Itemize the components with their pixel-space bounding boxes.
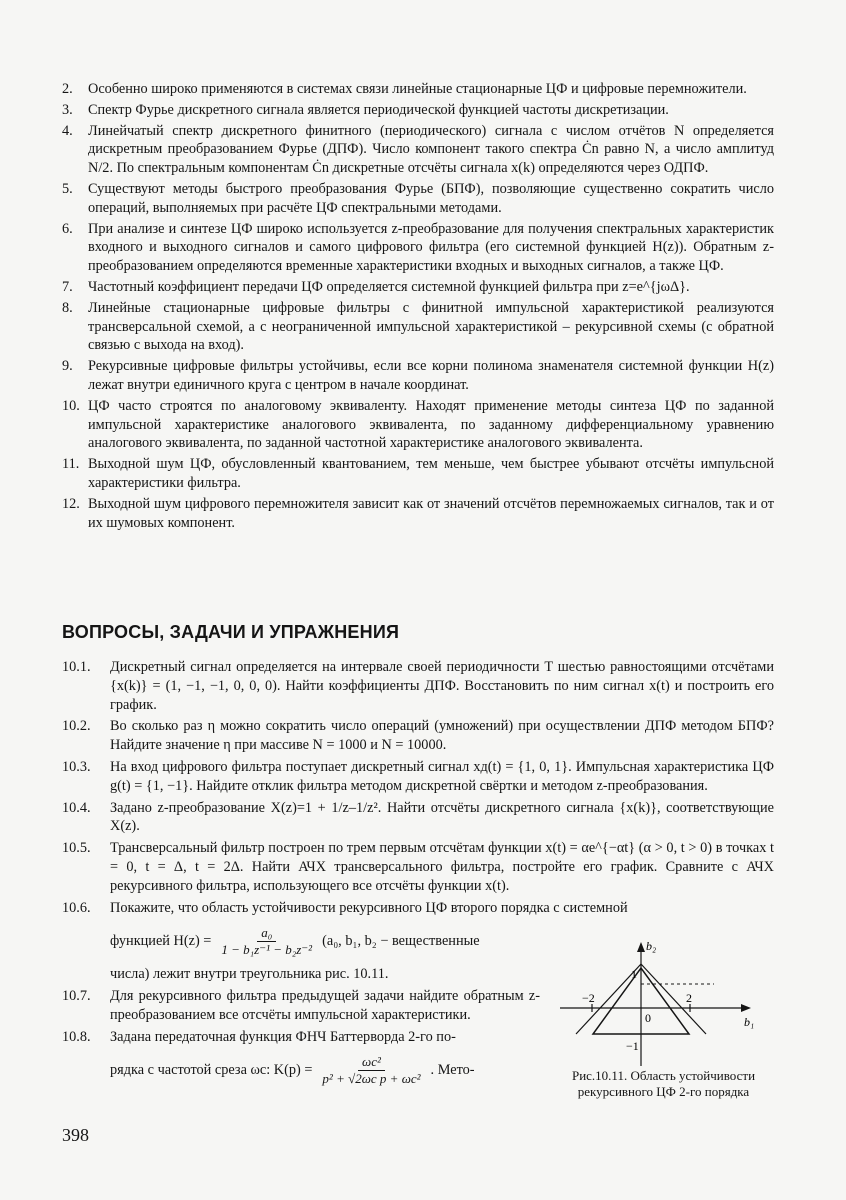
tick-label: −1 xyxy=(626,1039,639,1053)
item-number: 12. xyxy=(62,495,80,512)
list-item xyxy=(62,357,774,395)
formula-line xyxy=(110,1047,540,1095)
item-number: 7. xyxy=(62,278,73,295)
fraction-denominator: p² + √2ωc p + ωc² xyxy=(322,1071,421,1087)
list-item xyxy=(62,455,774,493)
list-item xyxy=(62,220,774,276)
item-text: Линейчатый спектр дискретного финитного (периодического) сигнала с числом отчётов N определяется дискретным преобразованием Фурье (ДПФ). Число компонент такого спектра Ċn равно N, а число амплитуд N/2. По спектральным компонентам Ċn дискретные отсчёты сигнала x(k) определяются через ОДПФ. xyxy=(88,122,774,177)
item-text: При анализе и синтезе ЦФ широко используется z-преобразование для получения спектральных характеристик входного и выходного сигналов и самого цифрового фильтра (его системной функцией H(z)). Обратным z-преобразованием определяются временные характеристики входных и выходных сигналов, а также ЦФ. xyxy=(88,220,774,275)
item-number: 4. xyxy=(62,122,73,139)
system-function-fraction xyxy=(217,925,316,958)
formula-suffix: . Мето- xyxy=(430,1062,475,1079)
exercise-text: Задано z-преобразование X(z)=1 + 1/z–1/z². Найти отсчёты дискретного сигнала {x(k)}, соответствующие X(z). xyxy=(110,799,774,835)
item-number: 3. xyxy=(62,101,73,118)
item-text: Частотный коэффициент передачи ЦФ определяется системной функцией фильтра при z=e^{jωΔ}. xyxy=(88,278,690,295)
item-text: Выходной шум цифрового перемножителя зависит как от значений отсчётов перемножаемых сигналов, так и от их шумовых компонент. xyxy=(88,495,774,531)
formula-suffix: (a₀, b₁, b₂ − вещественные xyxy=(322,932,480,949)
formula-prefix: рядка с частотой среза ωc: K(p) = xyxy=(110,1062,313,1079)
item-number: 6. xyxy=(62,220,73,237)
exercise-text: числа) лежит внутри треугольника рис. 10.11. xyxy=(110,966,389,983)
exercise-text: Дискретный сигнал определяется на интервале своей периодичности T шестью равностоящими отсчётами {x(k)} = (1, −1, −1, 0, 0, 0). Найти коэффициенты ДПФ. Восстановить по ним сигнал x(t) и построить его график. xyxy=(110,659,774,713)
b1-arrow-icon xyxy=(741,1004,751,1012)
page-number: 398 xyxy=(62,1125,89,1145)
exercise-item xyxy=(62,658,774,714)
exercise-item xyxy=(62,1028,540,1095)
exercise-text: Задана передаточная функция ФНЧ Баттерворда 2-го по- xyxy=(110,1028,456,1045)
item-text: Особенно широко применяются в системах связи линейные стационарные ЦФ и цифровые перемножители. xyxy=(88,81,747,97)
item-text: ЦФ часто строятся по аналоговому эквиваленту. Находят применение методы синтеза ЦФ по заданной импульсной характеристике аналогового эквивалента, по заданному дифференциальному уравнению аналогового эквивалента, по заданной частотной характеристике аналогового эквивалента. xyxy=(88,397,774,452)
item-number: 5. xyxy=(62,180,73,197)
fraction-denominator: 1 − b₁z⁻¹ − b₂z⁻² xyxy=(221,941,313,957)
tick-label: 1 xyxy=(631,967,637,981)
section-heading: ВОПРОСЫ, ЗАДАЧИ И УПРАЖНЕНИЯ xyxy=(62,622,400,642)
item-text: Выходной шум ЦФ, обусловленный квантованием, тем меньше, чем быстрее убывают отсчёты импульсной характеристики фильтра. xyxy=(88,456,774,491)
exercise-number: 10.2. xyxy=(62,718,91,735)
exercise-number: 10.4. xyxy=(62,799,91,816)
formula-prefix: функцией H(z) = xyxy=(110,932,212,949)
axis-label-b2: b₂ xyxy=(646,939,657,953)
fraction-numerator: ωc² xyxy=(358,1054,385,1071)
exercise-number: 10.8. xyxy=(62,1028,91,1045)
item-number: 11. xyxy=(62,456,80,473)
exercise-item xyxy=(62,839,774,895)
list-item xyxy=(62,180,774,218)
exercise-number: 10.7. xyxy=(62,988,91,1005)
item-text: Линейные стационарные цифровые фильтры с финитной импульсной характеристикой реализуются трансверсальной схемой, а с неограниченной импульсной характеристикой – рекурсивной схемы (с обратной связью с выхода на вход). xyxy=(88,299,774,354)
axis-label-b1: b₁ xyxy=(744,1015,755,1029)
transfer-function-fraction xyxy=(318,1054,424,1087)
item-text: Рекурсивные цифровые фильтры устойчивы, если все корни полинома знаменателя системной функции H(z) лежат внутри единичного круга с центром в начале координат. xyxy=(88,358,774,393)
item-number: 2. xyxy=(62,81,73,97)
exercise-text: Во сколько раз η можно сократить число операций (умножений) при осуществлении ДПФ методом БПФ? Найдите значение η при массиве N = 1000 и N = 10000. xyxy=(110,718,774,754)
tick-label: 2 xyxy=(686,991,692,1005)
exercise-number: 10.5. xyxy=(62,840,91,857)
item-text: Спектр Фурье дискретного сигнала является периодической функцией частоты дискретизации. xyxy=(88,101,669,118)
tick-label: −2 xyxy=(582,991,595,1005)
exercise-text: Трансверсальный фильтр построен по трем первым отсчётам функции x(t) = αe^{−αt} (α > 0, t > 0) в точках t = 0, t = Δ, t = 2Δ. Найти АЧХ трансверсального фильтра, постройте его график. Сравните с АЧХ рекурсивного фильтра, использующего все отсчёты функции x(t). xyxy=(110,840,774,894)
conclusions-list xyxy=(62,80,774,534)
figure-svg xyxy=(556,938,771,1068)
list-item xyxy=(62,80,774,99)
figure-caption: Рис.10.11. Область устойчивости рекурсивного ЦФ 2-го порядка xyxy=(571,1068,756,1099)
item-number: 10. xyxy=(62,397,80,414)
exercise-item xyxy=(62,717,774,755)
exercise-text: Для рекурсивного фильтра предыдущей задачи найдите обратным z-преобразованием все отсчёты импульсной характеристики. xyxy=(110,988,540,1023)
b2-arrow-icon xyxy=(637,942,645,952)
exercise-item xyxy=(62,987,540,1025)
list-item xyxy=(62,495,774,533)
item-text: Существуют методы быстрого преобразования Фурье (БПФ), позволяющие существенно сократить число операций, выполняемых при расчёте ЦФ спектральными методами. xyxy=(88,180,774,216)
exercise-text: На вход цифрового фильтра поступает дискретный сигнал xд(t) = {1, 0, 1}. Импульсная характеристика ЦФ g(t) = {1, −1}. Найдите отклик фильтра методом дискретной свёртки и методом z-преобразования. xyxy=(110,758,774,794)
exercise-number: 10.6. xyxy=(62,899,91,916)
list-item xyxy=(62,122,774,178)
list-item xyxy=(62,397,774,453)
exercise-item xyxy=(62,758,774,796)
item-number: 8. xyxy=(62,299,73,316)
list-item xyxy=(62,278,774,297)
exercise-text: Покажите, что область устойчивости рекурсивного ЦФ второго порядка с системной xyxy=(110,899,628,916)
exercise-number: 10.3. xyxy=(62,758,91,775)
fraction-numerator: a₀ xyxy=(257,925,276,942)
exercise-item xyxy=(62,799,774,837)
item-number: 9. xyxy=(62,358,73,375)
origin-label: 0 xyxy=(645,1011,651,1025)
exercise-number: 10.1. xyxy=(62,659,91,675)
list-item xyxy=(62,101,774,120)
list-item xyxy=(62,299,774,355)
